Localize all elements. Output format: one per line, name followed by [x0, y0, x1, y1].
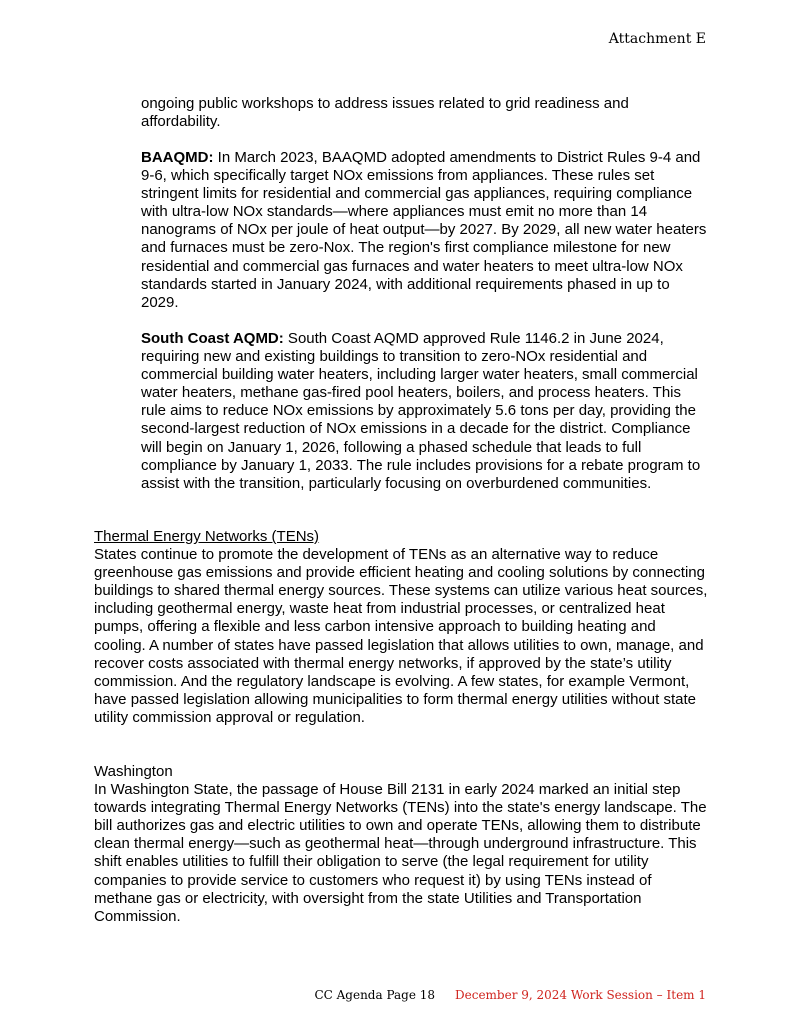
- continuation-text: ongoing public workshops to address issues related to grid readiness and affordability.: [141, 95, 629, 131]
- south-coast-body: South Coast AQMD approved Rule 1146.2 in June 2024, requiring new and existing buildings to transition to zero-NOx residential and commercial building water heaters, including larger water heaters, small commercial water heaters, methane gas-fired pool heaters, boilers, and process heaters. This rule aims to reduce NOx emissions by approximately 5.6 tons per day, providing the second-largest reduction of NOx emissions in a decade for the district. Compliance will begin on January 1, 2026, following a phased schedule that leads to full compliance by January 1, 2033. The rule includes provisions for a rebate program to assist with the transition, particularly focusing on overburdened communities.: [141, 330, 701, 492]
- baaqmd-text: [141, 149, 707, 312]
- continuation-paragraph: [141, 95, 707, 131]
- agenda-page-label: CC Agenda Page 18: [314, 988, 435, 1002]
- washington-heading: Washington: [94, 763, 173, 780]
- baaqmd-label: BAAQMD:: [141, 149, 214, 166]
- washington-text: In Washington State, the passage of House Bill 2131 in early 2024 marked an initial step towards integrating Thermal Energy Networks (TENs) into the state's energy landscape. The bill authorizes gas and electric utilities to own and operate TENs, allowing them to distribute clean thermal energy—such as geothermal heat—through underground infrastructure. This shift enables utilities to fulfill their obligation to serve (the legal requirement for utility companies to provide service to customers who request it) by using TENs instead of methane gas or electricity, with oversight from the state Utilities and Transportation Commission.: [94, 781, 707, 925]
- work-session-label: December 9, 2024 Work Session – Item 1: [455, 988, 706, 1002]
- attachment-label: Attachment E: [608, 31, 706, 47]
- tens-section: [94, 528, 710, 727]
- south-coast-label: South Coast AQMD:: [141, 330, 284, 347]
- baaqmd-body: In March 2023, BAAQMD adopted amendments to District Rules 9-4 and 9-6, which specifically target NOx emissions from appliances. These rules set stringent limits for residential and commercial gas appliances, requiring compliance with ultra-low NOx standards—where appliances must emit no more than 14 nanograms of NOx per joule of heat output—by 2027. By 2029, all new water heaters and furnaces must be zero-Nox. The region's first compliance milestone for new residential and commercial gas furnaces and water heaters to meet ultra-low NOx standards started in January 2024, with additional requirements phased in up to 2029.: [141, 149, 707, 311]
- washington-section: [94, 763, 710, 926]
- south-coast-text: [141, 330, 707, 493]
- tens-text: States continue to promote the development of TENs as an alternative way to reduce greenhouse gas emissions and provide efficient heating and cooling solutions by connecting buildings to shared thermal energy sources. These systems can utilize various heat sources, including geothermal energy, waste heat from industrial processes, or centralized heat pumps, offering a flexible and less carbon intensive approach to building heating and cooling. A number of states have passed legislation that allows utilities to own, manage, and recover costs associated with thermal energy networks, if approved by the state’s utility commission. And the regulatory landscape is evolving. A few states, for example Vermont, have passed legislation allowing municipalities to form thermal energy utilities without state utility commission approval or regulation.: [94, 546, 708, 726]
- south-coast-paragraph: [141, 330, 707, 493]
- page-footer: [314, 987, 706, 1003]
- baaqmd-paragraph: [141, 149, 707, 312]
- tens-heading: Thermal Energy Networks (TENs): [94, 528, 320, 545]
